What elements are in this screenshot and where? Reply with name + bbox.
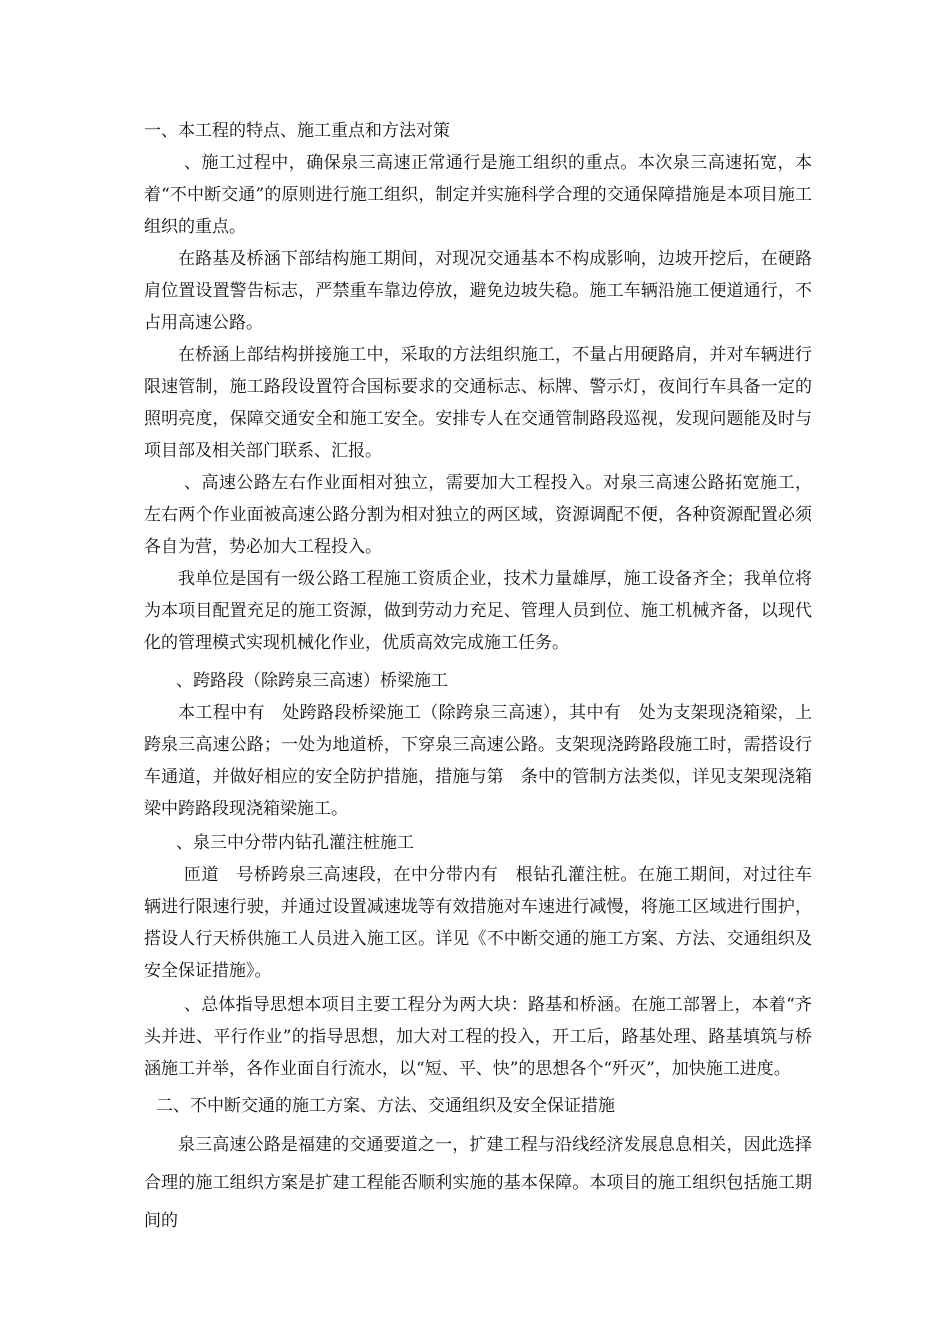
paragraph-9: 泉三高速公路是福建的交通要道之一，扩建工程与沿线经济发展息息相关，因此选择合理的施工组织方案是扩建工程能否顺利实施的基本保障。本项目的施工组织包括施工期间的 — [144, 1135, 812, 1231]
paragraph-3: 在桥涵上部结构拼接施工中，采取的方法组织施工，不量占用硬路肩，并对车辆进行限速管制，施工路段设置符合国标要求的交通标志、标牌、警示灯，夜间行车具备一定的照明亮度，保障交通安全和施工安全。安排专人在交通管制路段巡视，发现问题能及时与项目部及相关部门联系、汇报。 — [144, 345, 812, 461]
subsection-heading-1: 、跨路段（除跨泉三高速）桥梁施工 — [176, 671, 448, 691]
section-heading-2: 二、不中断交通的施工方案、方法、交通组织及安全保证措施 — [156, 1096, 615, 1116]
subsection-heading-2: 、泉三中分带内钻孔灌注桩施工 — [176, 833, 414, 853]
paragraph-7: 匝道 号桥跨泉三高速段，在中分带内有 根钻孔灌注桩。在施工期间，对过往车辆进行限速行驶，并通过设置减速垅等有效措施对车速进行减慢，将施工区域进行围护，搭设人行天桥供施工人员进入施工区。详见《不中断交通的施工方案、方法、交通组织及安全保证措施》。 — [144, 865, 812, 981]
paragraph-1: 、施工过程中，确保泉三高速正常通行是施工组织的重点。本次泉三高速拓宽，本着“不中断交通”的原则进行施工组织，制定并实施科学合理的交通保障措施是本项目施工组织的重点。 — [144, 153, 812, 237]
paragraph-2: 在路基及桥涵下部结构施工期间，对现况交通基本不构成影响，边坡开挖后，在硬路肩位置设置警告标志，严禁重车靠边停放，避免边坡失稳。施工车辆沿施工便道通行，不占用高速公路。 — [144, 249, 812, 333]
paragraph-4: 、高速公路左右作业面相对独立，需要加大工程投入。对泉三高速公路拓宽施工，左右两个作业面被高速公路分割为相对独立的两区域，资源调配不便，各种资源配置必须各自为营，势必加大工程投入。 — [144, 473, 812, 557]
paragraph-6: 本工程中有 处跨路段桥梁施工（除跨泉三高速），其中有 处为支架现浇箱梁，上跨泉三高速公路；一处为地道桥，下穿泉三高速公路。支架现浇跨路段施工时，需搭设行车通道，并做好相应的安全防护措施，措施与第 条中的管制方法类似，详见支架现浇箱梁中跨路段现浇箱梁施工。 — [144, 703, 812, 819]
paragraph-5: 我单位是国有一级公路工程施工资质企业，技术力量雄厚，施工设备齐全；我单位将为本项目配置充足的施工资源，做到劳动力充足、管理人员到位、施工机械齐备，以现代化的管理模式实现机械化作业，优质高效完成施工任务。 — [144, 569, 812, 653]
section-heading-1: 一、本工程的特点、施工重点和方法对策 — [144, 121, 450, 141]
paragraph-8: 、总体指导思想本项目主要工程分为两大块：路基和桥涵。在施工部署上，本着“齐头并进、平行作业”的指导思想，加大对工程的投入，开工后，路基处理、路基填筑与桥涵施工并举，各作业面自行流水，以“短、平、快”的思想各个“歼灭”，加快施工进度。 — [144, 995, 812, 1079]
